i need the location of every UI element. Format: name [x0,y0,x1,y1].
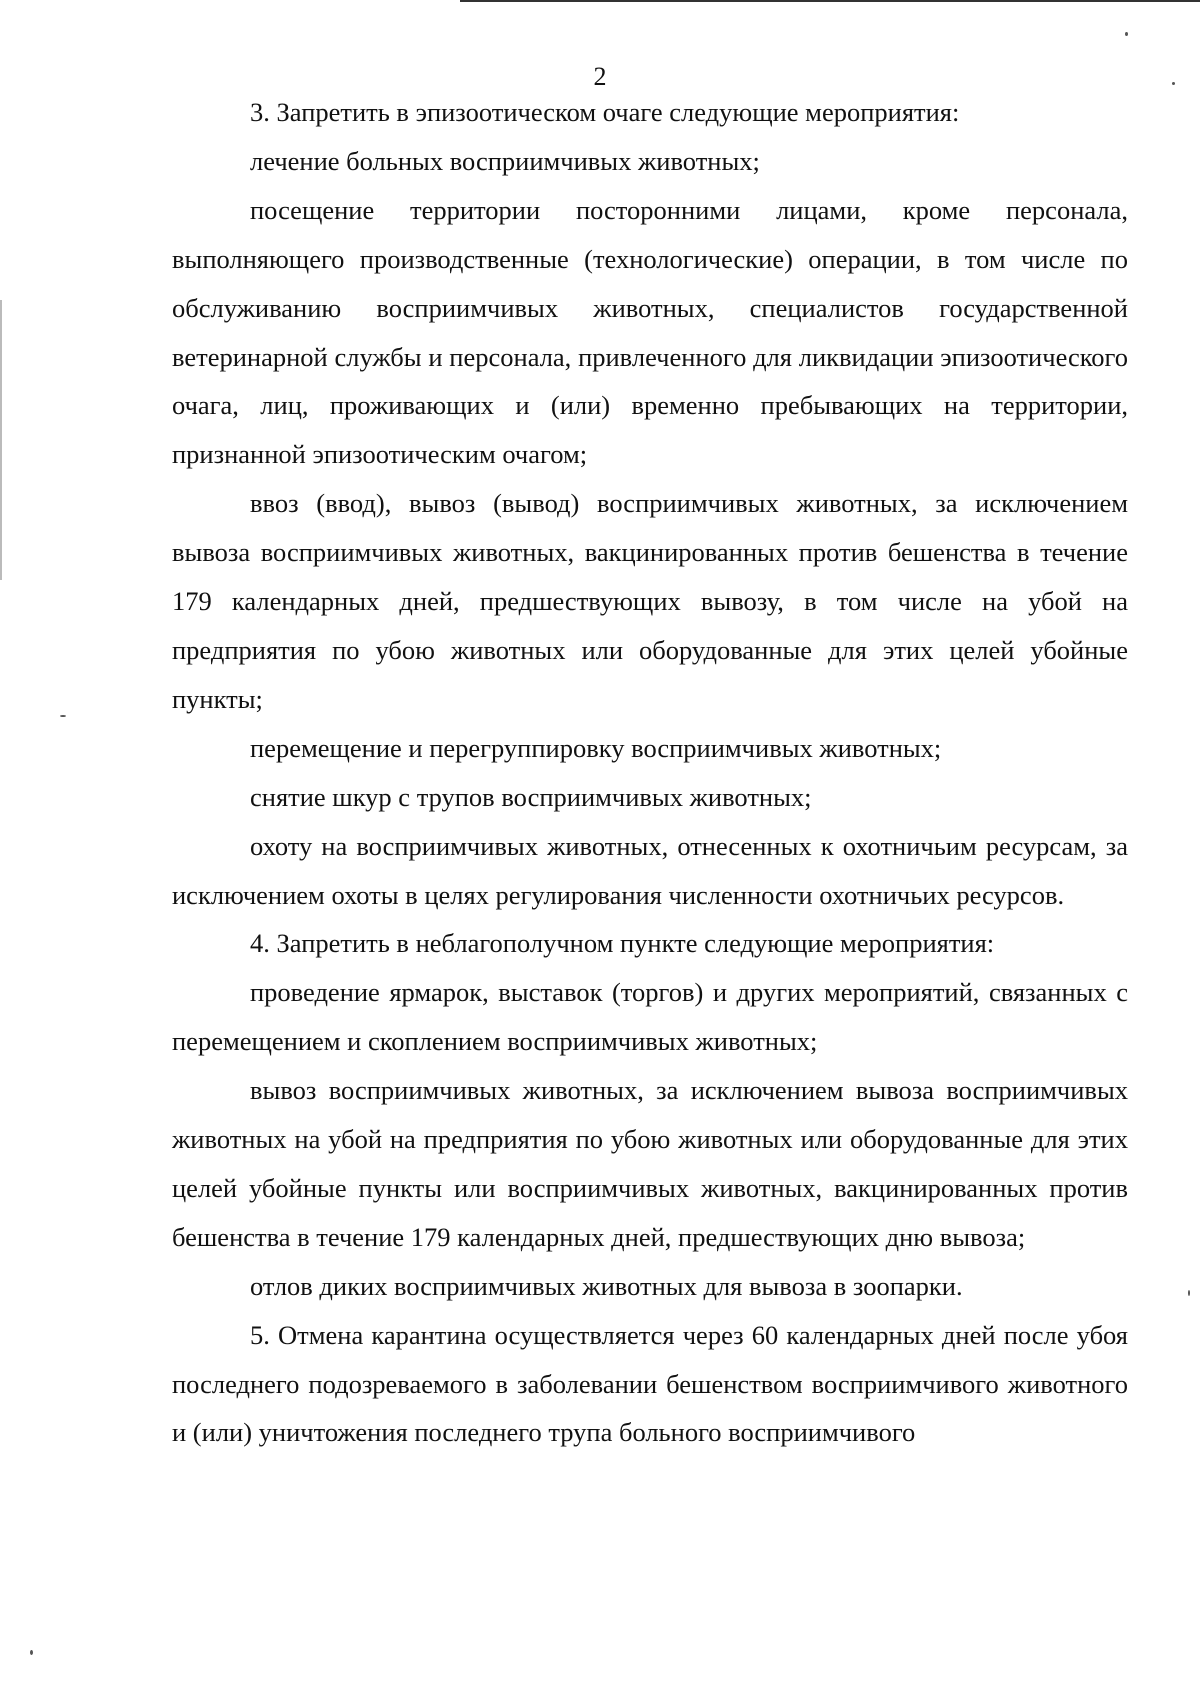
paragraph: охоту на восприимчивых животных, отнесенных к охотничьим ресурсам, за исключением охоты в целях регулирования численности охотничьих ресурсов. [172,830,1128,910]
scan-speck [30,1650,33,1655]
paragraph: 5. Отмена карантина осуществляется через 60 календарных дней после убоя последнего подозреваемого в заболевании бешенством восприимчивого животного и (или) уничтожения последнего трупа больного восприимчивого [172,1319,1128,1448]
scan-left-edge [0,300,2,580]
scan-speck [1125,32,1128,36]
paragraph: снятие шкур с трупов восприимчивых животных; [250,781,812,812]
page-number: 2 [593,62,607,91]
paragraph: лечение больных восприимчивых животных; [250,145,760,176]
paragraph: вывоз восприимчивых животных, за исключением вывоза восприимчивых животных на убой на предприятия по убою животных или оборудованные для этих целей убойные пункты или восприимчивых животных, вакцинированных против бешенства в течение 179 календарных дней, предшествующих дню вывоза; [172,1075,1128,1252]
paragraph: перемещение и перегруппировку восприимчивых животных; [250,732,942,763]
scan-speck [60,715,66,717]
paragraph: 4. Запретить в неблагополучном пункте следующие мероприятия: [250,928,995,959]
scan-top-edge [460,0,1200,2]
scan-speck [1188,1290,1190,1296]
paragraph: 3. Запретить в эпизоотическом очаге следующие мероприятия: [250,97,960,127]
paragraph: проведение ярмарок, выставок (торгов) и других мероприятий, связанных с перемещением и скоплением восприимчивых животных; [172,977,1128,1057]
paragraph: отлов диких восприимчивых животных для вывоза в зоопарки. [250,1270,963,1301]
document-body [172,88,1128,1457]
paragraph: посещение территории посторонними лицами, кроме персонала, выполняющего производственные (технологические) операции, в том числе по обслуживанию восприимчивых животных, специалистов государственной ветеринарной службы и персонала, привлеченного для ликвидации эпизоотического очага, лиц, проживающих и (или) временно пребывающих на территории, признанной эпизоотическим очагом; [172,194,1128,470]
paragraph: ввоз (ввод), вывоз (вывод) восприимчивых животных, за исключением вывоза восприимчивых животных, вакцинированных против бешенства в течение 179 календарных дней, предшествующих вывозу, в том числе на убой на предприятия по убою животных или оборудованные для этих целей убойные пункты; [172,488,1128,714]
